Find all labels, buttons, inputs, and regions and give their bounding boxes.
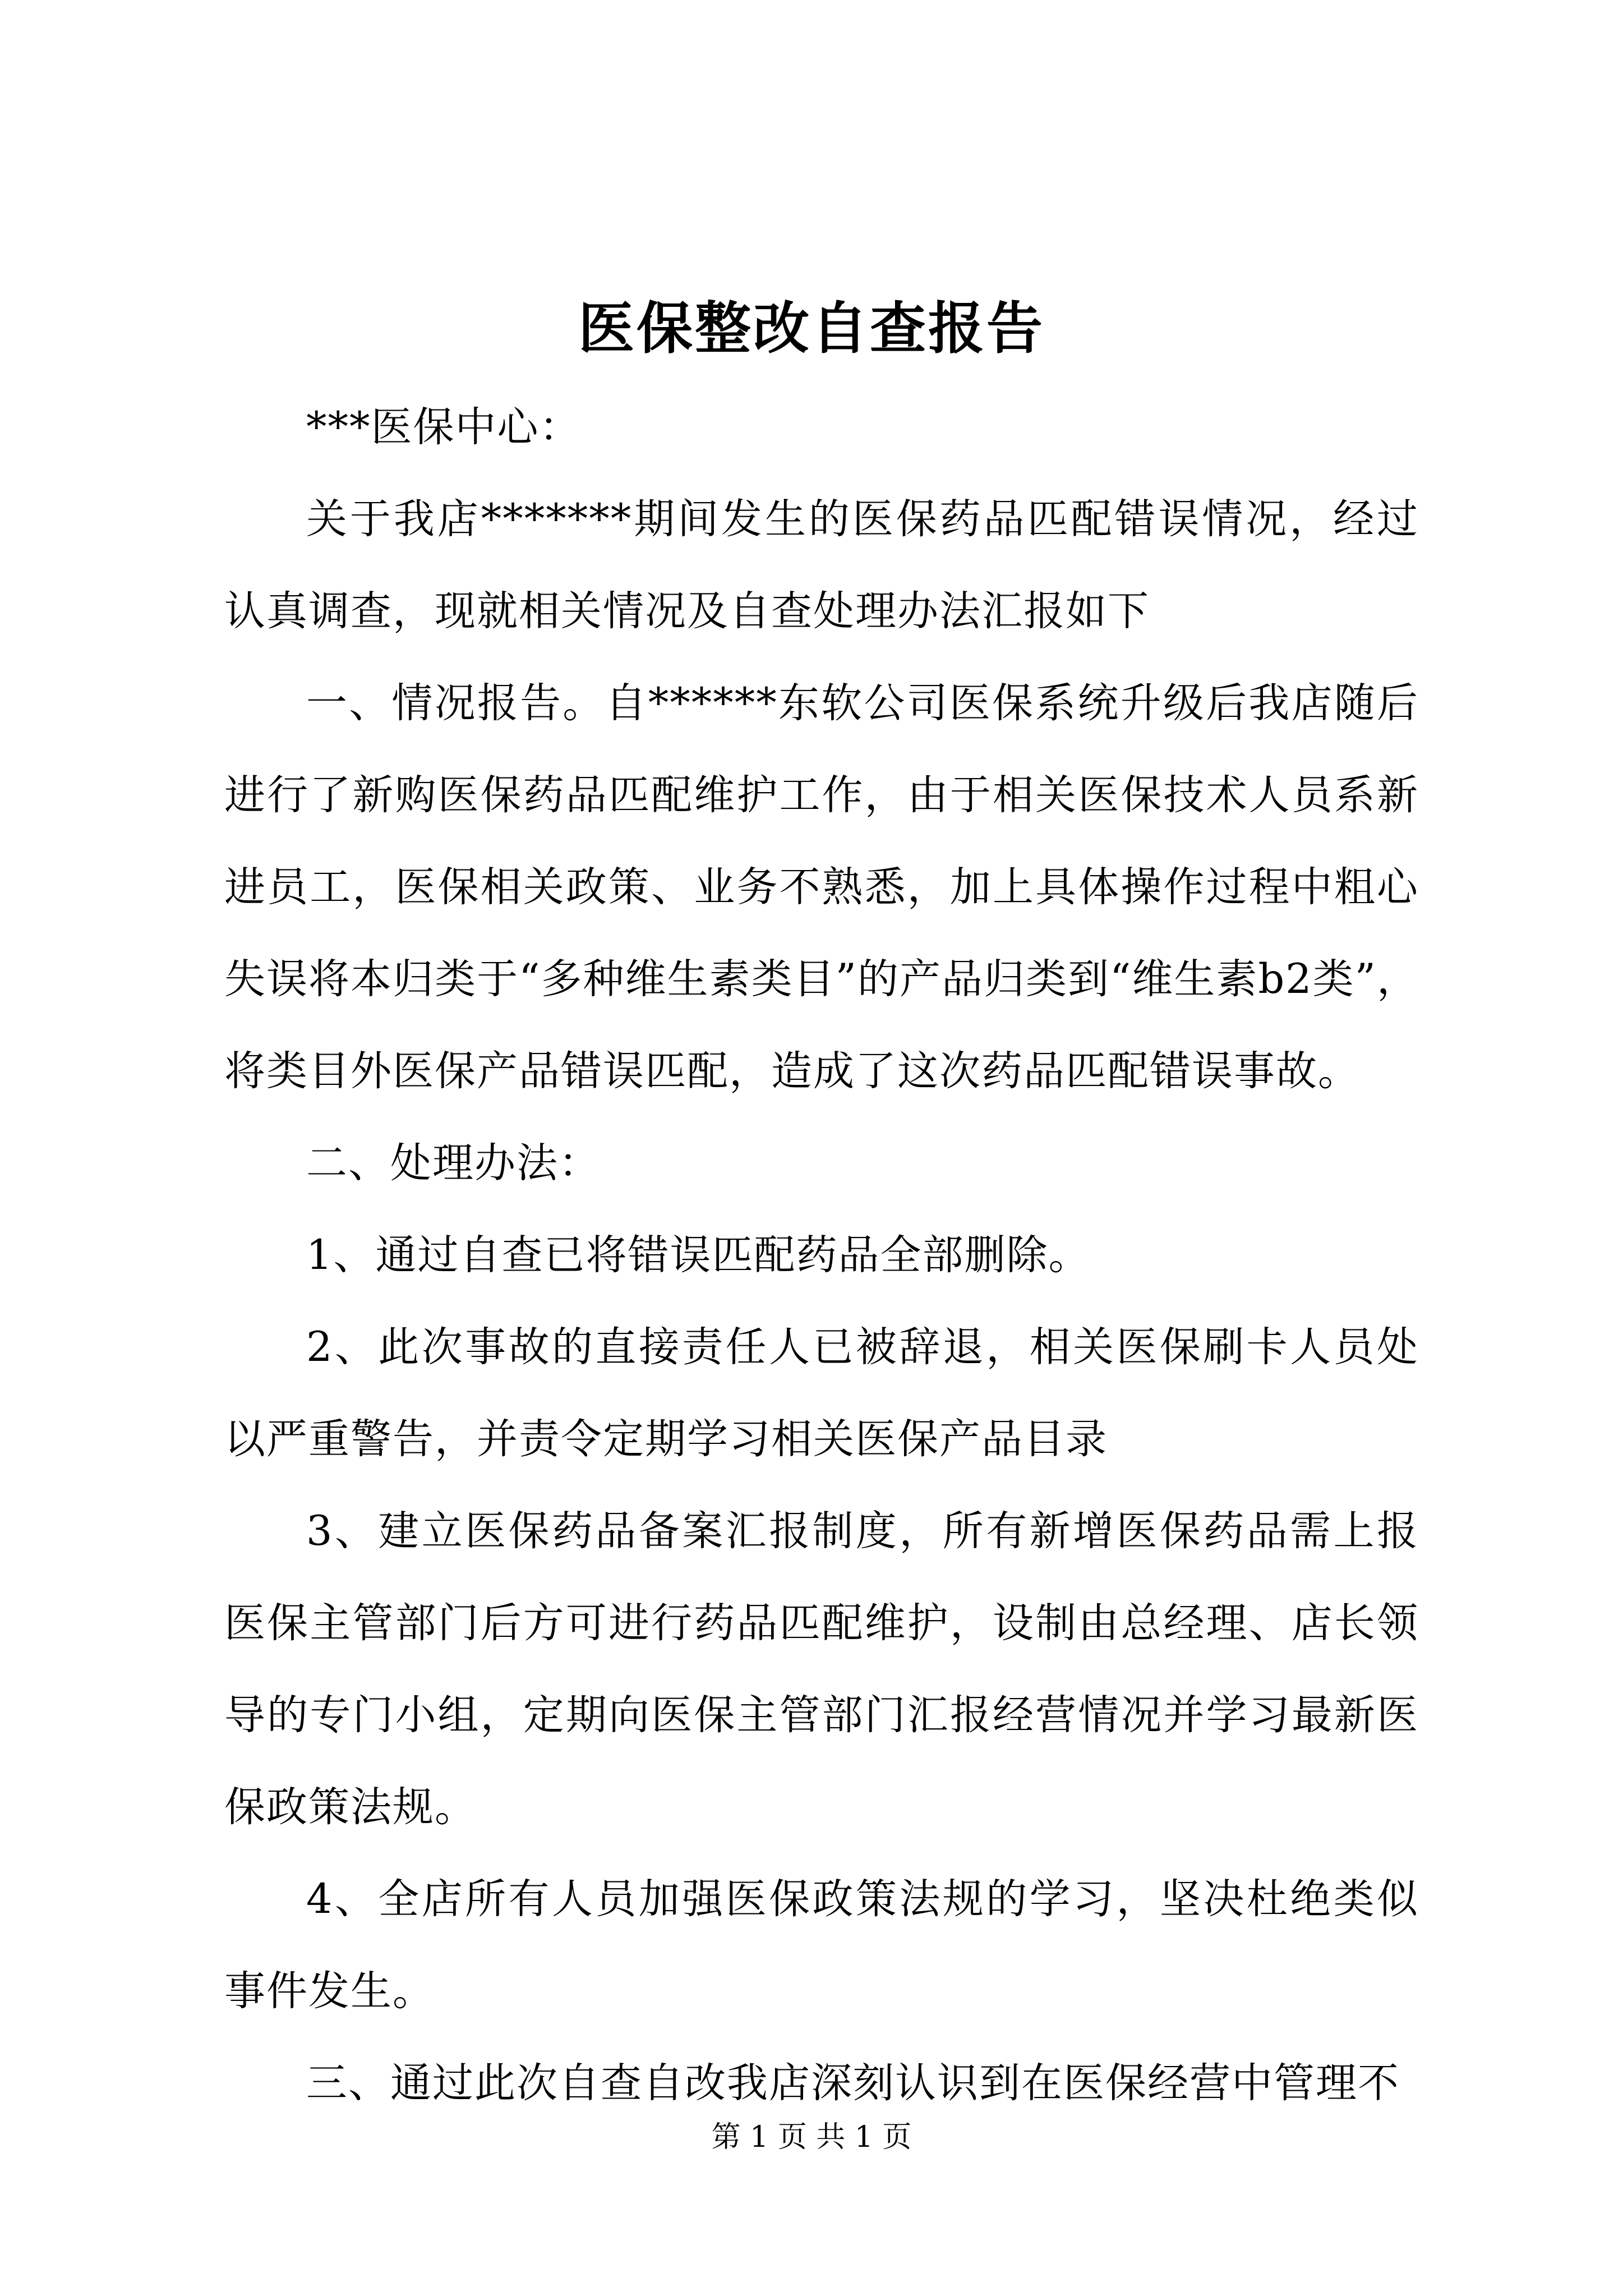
paragraph-intro: 关于我店*******期间发生的医保药品匹配错误情况，经过认真调查，现就相关情况及自查处理办法汇报如下 bbox=[224, 495, 1419, 635]
paragraph-measure-3: 3、建立医保药品备案汇报制度，所有新增医保药品需上报医保主管部门后方可进行药品匹配维护，设制由总经理、店长领导的专门小组，定期向医保主管部门汇报经营情况并学习最新医保政策法规。 bbox=[224, 1507, 1419, 1831]
document-title: 医保整改自查报告 bbox=[578, 295, 1045, 361]
salutation: ***医保中心： bbox=[306, 403, 582, 451]
paragraph-measure-2: 2、此次事故的直接责任人已被辞退，相关医保刷卡人员处以严重警告，并责令定期学习相关医保产品目录 bbox=[224, 1323, 1419, 1463]
paragraph-situation-report: 一、情况报告。自******东软公司医保系统升级后我店随后进行了新购医保药品匹配维护工作，由于相关医保技术人员系新进员工，医保相关政策、业务不熟悉，加上具体操作过程中粗心失误将本归类于“多种维生素类目”的产品归类到“维生素b2类”，将类目外医保产品错误匹配，造成了这次药品匹配错误事故。 bbox=[224, 679, 1419, 1095]
page-footer: 第 1 页 共 1 页 bbox=[711, 2120, 912, 2154]
paragraph-measure-4: 4、全店所有人员加强医保政策法规的学习，坚决杜绝类似事件发生。 bbox=[224, 1875, 1419, 2015]
paragraph-measure-1: 1、通过自查已将错误匹配药品全部删除。 bbox=[306, 1231, 1091, 1279]
paragraph-handling-heading: 二、处理办法： bbox=[306, 1139, 601, 1187]
paragraph-reflection: 三、通过此次自查自改我店深刻认识到在医保经营中管理不 bbox=[306, 2059, 1400, 2107]
document-body bbox=[224, 381, 1419, 2129]
